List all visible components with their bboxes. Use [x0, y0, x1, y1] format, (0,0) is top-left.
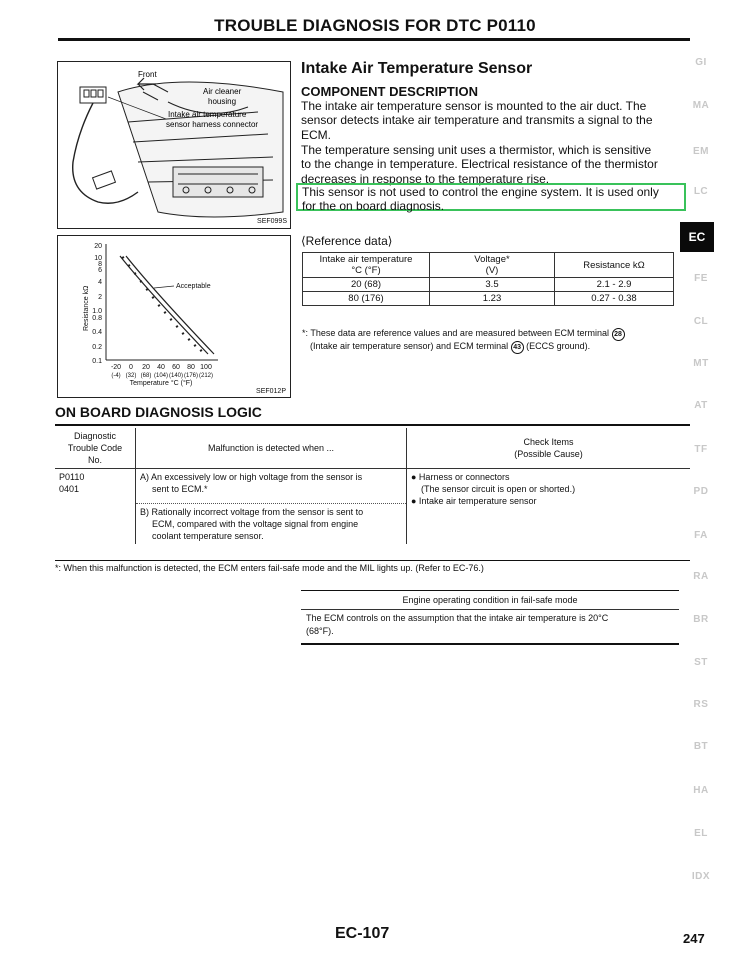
x-axis-label: Temperature °C (°F) [129, 380, 193, 387]
side-tab-bt[interactable]: BT [693, 741, 709, 752]
side-tab-at[interactable]: AT [694, 400, 708, 411]
x-tick-f: (140) [168, 373, 184, 379]
terminal-badge: 43 [511, 341, 524, 354]
side-tab-tf[interactable]: TF [694, 444, 708, 455]
obd-bottom-rule [55, 560, 690, 561]
y-tick: 8 [98, 261, 102, 268]
y-tick: 0.1 [92, 358, 102, 365]
resistance-chart [58, 236, 290, 397]
sensor-location-illustration [58, 62, 290, 228]
side-tab-fe[interactable]: FE [694, 273, 708, 284]
side-tab-em[interactable]: EM [693, 146, 709, 157]
x-tick-f: (-4) [111, 373, 121, 379]
side-tab-mt[interactable]: MT [693, 358, 709, 369]
x-tick-f: (176) [183, 373, 199, 379]
reference-data-table [302, 252, 674, 306]
y-tick: 10 [94, 255, 102, 262]
x-tick: 20 [142, 364, 150, 371]
x-tick: 100 [200, 364, 212, 371]
terminal-badge: 28 [612, 328, 625, 341]
label-front: Front [138, 70, 157, 79]
x-tick: 0 [129, 364, 133, 371]
header-rule [58, 38, 690, 41]
side-tab-idx[interactable]: IDX [691, 871, 711, 882]
y-axis-label: Resistance kΩ [83, 285, 90, 331]
side-tab-lc[interactable]: LC [693, 186, 709, 197]
table-row: P0110 0401 A) An excessively low or high voltage from the sensor is sent to ECM.* B) Rationally incorrect voltage from the sensor is sent to ECM, compared with the voltage signal from engine coolant temperature sensor. ● Harness or connectors (The sensor circuit is open or shorted.) ● Intake air temperature sensor [55, 469, 690, 545]
section-subtitle: COMPONENT DESCRIPTION [301, 84, 478, 99]
obd-title: ON BOARD DIAGNOSIS LOGIC [55, 404, 262, 420]
y-tick: 0.2 [92, 344, 102, 351]
reference-note: *: These data are reference values and are measured between ECM terminal 28 (Intake air temperature sensor) and ECM terminal 43 (ECCS ground). [302, 328, 687, 354]
side-tab-rs[interactable]: RS [693, 699, 709, 710]
table-row: 80 (176) 1.23 0.27 - 0.38 [303, 292, 674, 306]
side-tab-ha[interactable]: HA [693, 785, 709, 796]
failsafe-header: Engine operating condition in fail-safe mode [402, 595, 578, 605]
side-tab-ra[interactable]: RA [693, 571, 709, 582]
obd-table [55, 428, 690, 544]
failsafe-mid-rule [301, 609, 679, 610]
sensor-location-figure [57, 61, 291, 229]
failsafe-text: The ECM controls on the assumption that the intake air temperature is 20°C (68°F). [306, 613, 609, 636]
x-tick: 40 [157, 364, 165, 371]
description-para-1: The intake air temperature sensor is mounted to the air duct. The sensor detects intake air temperature and transmits a signal to the ECM. [301, 99, 653, 142]
failsafe-top-rule [301, 590, 679, 591]
y-tick: 1.0 [92, 308, 102, 315]
x-tick-f: (68) [140, 373, 152, 379]
x-tick-f: (32) [125, 373, 137, 379]
side-tab-ma[interactable]: MA [692, 100, 710, 111]
section-title: Intake Air Temperature Sensor [301, 60, 533, 77]
y-tick: 0.4 [92, 329, 102, 336]
y-tick: 0.8 [92, 315, 102, 322]
figure-id: SEF099S [257, 218, 287, 225]
malfunction-a: A) An excessively low or high voltage from the sensor is sent to ECM.* [136, 469, 406, 504]
table-row: Intake air temperature °C (°F) Voltage* (V) Resistance kΩ [303, 253, 674, 278]
page-total: 247 [683, 931, 705, 946]
obd-top-rule [55, 424, 690, 426]
acceptable-label: Acceptable [176, 283, 211, 290]
failsafe-bottom-rule [301, 643, 679, 645]
x-tick-f: (104) [153, 373, 169, 379]
side-tab-cl[interactable]: CL [693, 316, 709, 327]
figure-id: SEF012P [256, 388, 286, 395]
table-row: 20 (68) 3.5 2.1 - 2.9 [303, 278, 674, 292]
obd-footnote: *: When this malfunction is detected, the ECM enters fail-safe mode and the MIL lights up. (Refer to EC-76.) [55, 563, 484, 573]
resistance-chart-figure [57, 235, 291, 398]
side-tab-br[interactable]: BR [693, 614, 709, 625]
label-air-cleaner: Air cleaner [203, 87, 242, 96]
highlighted-note: This sensor is not used to control the engine system. It is used only for the on board diagnosis. [296, 183, 686, 211]
y-tick: 2 [98, 294, 102, 301]
x-tick: 80 [187, 364, 195, 371]
side-tab-gi[interactable]: GI [695, 57, 707, 68]
side-tab-st[interactable]: ST [694, 657, 708, 668]
x-tick: -20 [110, 364, 122, 371]
side-tab-el[interactable]: EL [694, 828, 708, 839]
side-tab-pd[interactable]: PD [693, 486, 709, 497]
y-tick: 4 [98, 279, 102, 286]
malfunction-b: B) Rationally incorrect voltage from the sensor is sent to ECM, compared with the voltage signal from engine coolant temperature sensor. [140, 507, 364, 541]
x-tick-f: (212) [198, 373, 214, 379]
page-number: EC-107 [335, 925, 390, 942]
label-intake-sensor: Intake air temperature [168, 110, 247, 119]
description-para-2: The temperature sensing unit uses a thermistor, which is sensitive to the change in temperature. Electrical resistance of the thermistor decreases in response to the temperature rise. [301, 143, 658, 186]
label-housing: housing [208, 97, 237, 106]
y-tick: 6 [98, 267, 102, 274]
label-harness-connector: sensor harness connector [166, 120, 259, 129]
y-tick: 20 [94, 243, 102, 250]
page-title: TROUBLE DIAGNOSIS FOR DTC P0110 [214, 16, 536, 35]
side-tab-ec-active[interactable]: EC [680, 222, 714, 252]
table-row: Diagnostic Trouble Code No. Malfunction is detected when ... Check Items (Possible Cause) [55, 428, 690, 469]
reference-data-label: ⟨Reference data⟩ [301, 234, 393, 248]
side-tab-fa[interactable]: FA [694, 530, 708, 541]
x-tick: 60 [172, 364, 180, 371]
